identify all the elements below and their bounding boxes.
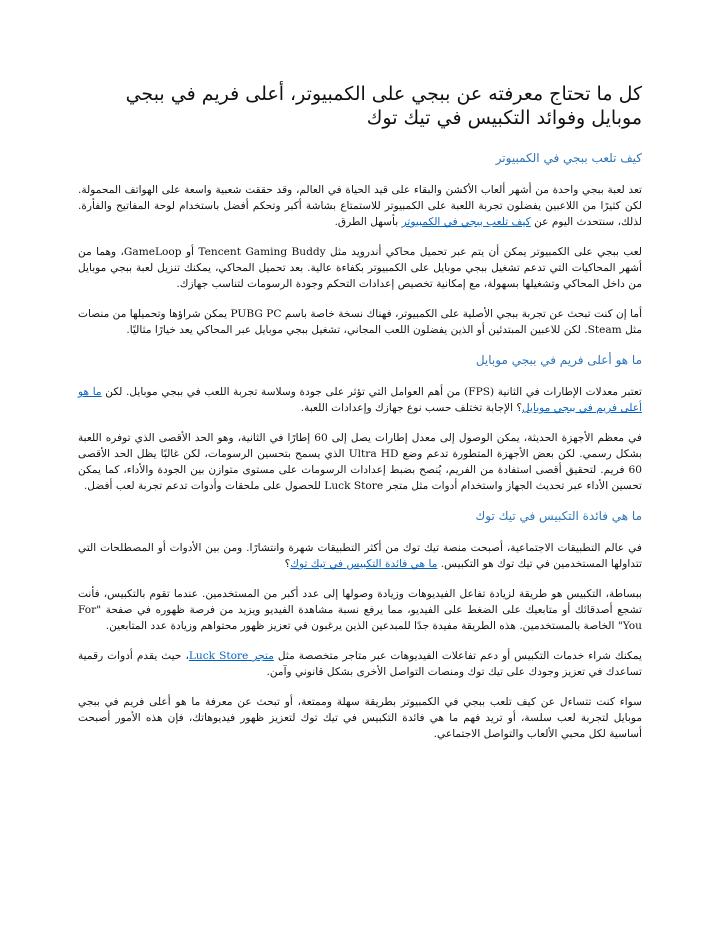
- link-pubg-pc[interactable]: كيف تلعب ببجي في الكمبيوتر: [401, 216, 531, 228]
- paragraph: [78, 694, 642, 742]
- section-heading-tiktok-boost: ما هي فائدة التكبيس في تيك توك: [475, 509, 642, 523]
- paragraph: [78, 430, 642, 494]
- paragraph-text: ؟ الإجابة تختلف حسب نوع جهازك وإعدادات اللعبة.: [300, 402, 523, 414]
- paragraph-text: سواء كنت تتساءل عن كيف تلعب ببجي في الكمبيوتر بطريقة سهلة وممتعة، أو تبحث عن معرفة ما هو أعلى فريم في ببجي موبايل لتجربة لعب سلسة، أو تريد فهم ما هي فائدة التكبيس في تيك توك لتعزيز ظهور فيديوهاتك، فإن هذه الأمور أصبحت أساسية لكل محبي الألعاب والتواصل الاجتماعي.: [78, 696, 642, 740]
- paragraph-text: ببساطة، التكبيس هو طريقة لزيادة تفاعل الفيديوهات وزيادة وصولها إلى عدد أكبر من المستخدمين. عندما تقوم بالتكبيس، فأنت تشجع أصدقائك أو متابعيك على الضغط على الفيديو، مما يرفع نسبة مشاهدة الفيديو ويزيد من فرصة ظهوره في صفحة "For You" الخاصة بالمستخدمين. هذه الطريقة مفيدة جدًا للمبدعين الذين يرغبون في تعزيز ظهور محتواهم وزيادة عدد المتابعين.: [78, 588, 642, 632]
- paragraph-text: يمكنك شراء خدمات التكبيس أو دعم تفاعلات الفيديوهات عبر متاجر متخصصة مثل: [273, 650, 642, 662]
- link-luck-store[interactable]: متجر Luck Store: [188, 650, 274, 662]
- paragraph-text: أما إن كنت تبحث عن تجربة ببجي الأصلية على الكمبيوتر، فهناك نسخة خاصة باسم PUBG PC يمكن شراؤها وتحميلها من منصات مثل Steam. لكن للاعبين المبتدئين أو الذين يفضلون اللعب المجاني، تشغيل ببجي موبايل عبر المحاكي يعد خيارًا مثاليًا.: [78, 308, 643, 336]
- paragraph: [78, 648, 642, 680]
- paragraph-text: ، حيث يقدم أدوات رقمية تساعدك في تعزيز وجودك على تيك توك ومنصات التواصل الأخرى بشكل قانوني وآمن.: [78, 650, 642, 678]
- paragraph-text: لعب ببجي على الكمبيوتر يمكن أن يتم عبر تحميل محاكي أندرويد مثل Tencent Gaming Buddy أو GameLoop، وهما من أشهر المحاكيات التي تدعم تشغيل ببجي موبايل على الكمبيوتر بكفاءة عالية. بعد تحميل المحاكي، يمكنك تنزيل لعبة ببجي موبايل من داخل المحاكي وتشغيلها بسهولة، مع إمكانية تخصيص إعدادات التحكم وجودة الرسومات لتناسب جهازك.: [78, 246, 642, 290]
- paragraph-text: في عالم التطبيقات الاجتماعية، أصبحت منصة تيك توك من أكثر التطبيقات شهرة وانتشارًا. ومن بين الأدوات أو المصطلحات التي تتداولها المستخدمين في تيك توك هو التكبيس.: [78, 542, 642, 570]
- paragraph-text: في معظم الأجهزة الحديثة، يمكن الوصول إلى معدل إطارات يصل إلى 60 إطارًا في الثانية، وهو الحد الأقصى الذي توفره اللعبة بشكل رسمي. لكن بعض الأجهزة المتطورة تدعم وضع Ultra HD الذي يسمح بتحسين الرسومات، لكن غالبًا يظل الحد الأقصى 60 فريم. لتحقيق أقصى استفادة من الفريم، يُنصح بضبط إعدادات الرسومات على مستوى متوازن بين الجودة والأداء، كما يمكن تحسين الأداء عبر تحديث الجهاز واستخدام أدوات مثل متجر Luck Store للحصول على ملحقات وأدوات تدعم تجربة لعب أفضل.: [78, 432, 642, 492]
- paragraph: [78, 586, 642, 634]
- paragraph: [78, 182, 642, 230]
- link-highest-fps[interactable]: ما هو أعلى فريم في ببجي موبايل: [78, 386, 642, 414]
- paragraph-text: بأسهل الطرق.: [334, 216, 402, 228]
- paragraph-text: ؟: [284, 558, 291, 570]
- paragraph: [78, 540, 642, 572]
- paragraph-text: تعد لعبة ببجي واحدة من أشهر ألعاب الأكشن والبقاء على قيد الحياة في العالم، وقد حققت شعبية واسعة على الهواتف المحمولة. لكن كثيرًا من اللاعبين يفضلون تجربة اللعبة على الكمبيوتر للاستمتاع بشاشة أكبر وتحكم أفضل باستخدام لوحة المفاتيح والفأرة. لذلك، سنتحدث اليوم عن: [78, 184, 642, 228]
- section-heading-highest-fps: ما هو أعلى فريم في ببجي موبايل: [475, 353, 642, 367]
- paragraph: [78, 384, 642, 416]
- section-heading-pubg-pc: كيف تلعب ببجي في الكمبيوتر: [495, 151, 642, 165]
- paragraph: [78, 306, 642, 338]
- document-title: كل ما تحتاج معرفته عن ببجي على الكمبيوتر، أعلى فريم في ببجي موبايل وفوائد التكبيس في تيك توك: [125, 83, 642, 129]
- link-tiktok-boost[interactable]: ما هي فائدة التكبيس في تيك توك: [290, 558, 438, 570]
- paragraph-text: تعتبر معدلات الإطارات في الثانية (FPS) من أهم العوامل التي تؤثر على جودة وسلاسة تجربة اللعب في ببجي موبايل. لكن: [101, 386, 642, 398]
- paragraph: [78, 244, 642, 292]
